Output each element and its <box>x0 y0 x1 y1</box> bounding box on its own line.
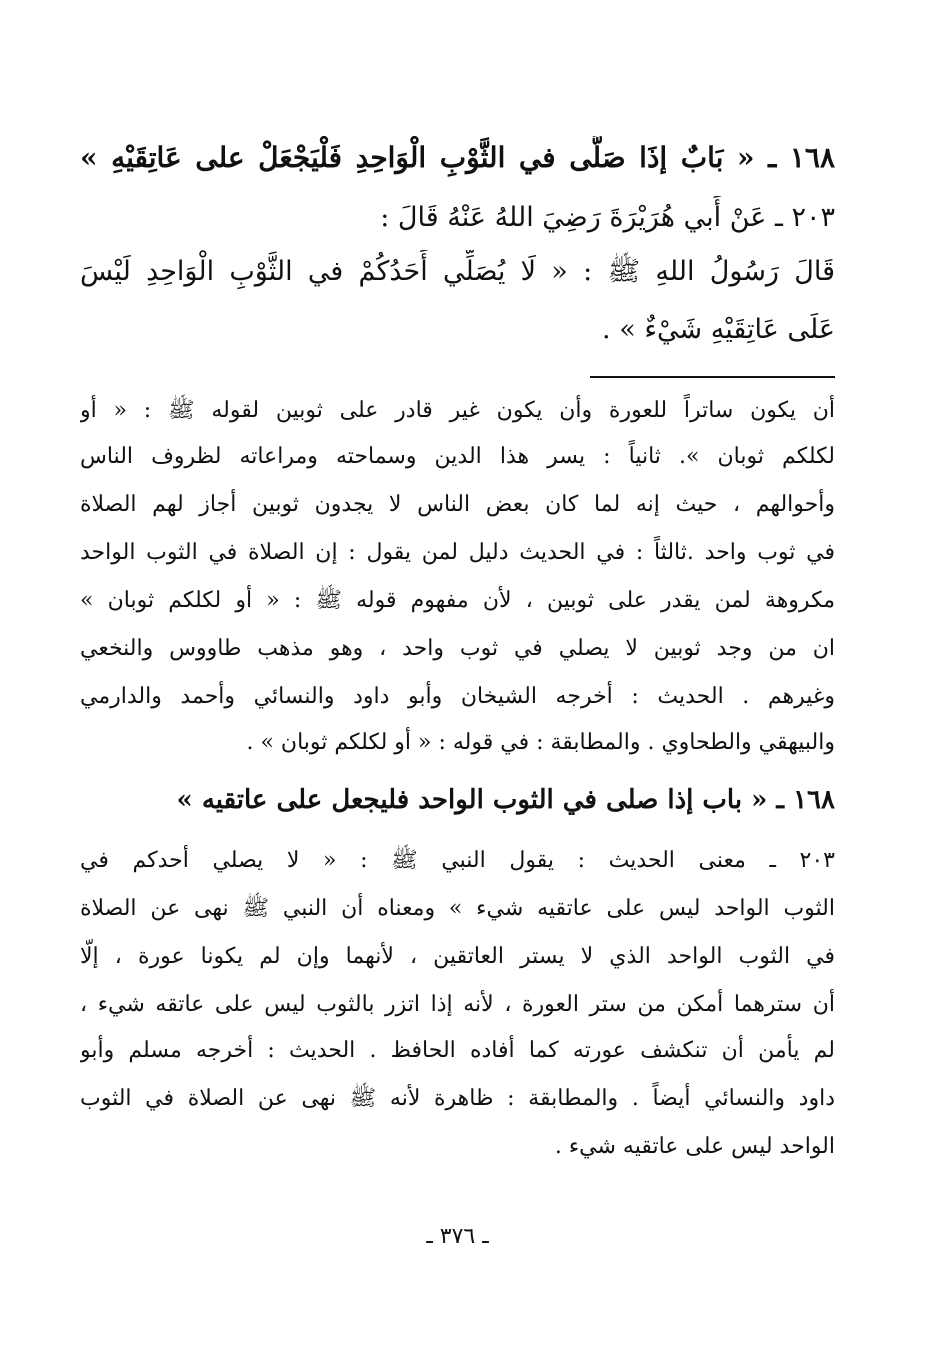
commentary-line: في الثوب الواحد الذي لا يستر العاتقين ، لأنهما وإن لم يكونا عورة ، إلّا <box>80 944 835 969</box>
commentary-line: وأحوالهم ، حيث إنه لما كان بعض الناس لا يجدون ثوبين أجاز لهم الصلاة <box>80 492 835 517</box>
commentary-line: مكروهة لمن يقدر على ثوبين ، لأن مفهوم قوله ﷺ : « أو لكلكم ثوبان » <box>80 588 835 613</box>
commentary-line: ان من وجد ثوبين لا يصلي في ثوب واحد ، وهو مذهب طاووس والنخعي <box>80 636 835 661</box>
commentary-line: أن يكون ساتراً للعورة وأن يكون غير قادر على ثوبين لقوله ﷺ : « أو <box>80 398 835 423</box>
book-page <box>80 0 835 1365</box>
commentary-line: أن سترهما أمكن من ستر العورة ، لأنه إذا اتزر بالثوب ليس على عاتقه شيء ، <box>80 992 835 1017</box>
page-number: ـ ٣٧٦ ـ <box>426 1224 489 1249</box>
commentary-line: في ثوب واحد .ثالثاً : في الحديث دليل لمن يقول : إن الصلاة في الثوب الواحد <box>80 540 835 565</box>
chapter-heading: ١٦٨ ـ « بَابٌ إذَا صَلَّى في الثَّوْبِ الْوَاحِدِ فَلْيَجْعَلْ على عَاتِقَيْهِ » <box>80 141 835 174</box>
hadith-text-line: قَالَ رَسُولُ اللهِ ﷺ : « لَا يُصَلِّي أَحَدُكُمْ في الثَّوْبِ الْوَاحِدِ لَيْسَ <box>80 256 835 287</box>
hadith-narrator-line: ٢٠٣ ـ عَنْ أَبي هُرَيْرَةَ رَضِيَ اللهُ عَنْهُ قَالَ : <box>380 202 835 233</box>
commentary-line: الواحد ليس على عاتقيه شيء . <box>554 1134 835 1159</box>
commentary-line: والبيهقي والطحاوي . والمطابقة : في قوله : « أو لكلكم ثوبان » . <box>246 730 835 755</box>
footnote-separator <box>590 376 835 378</box>
commentary-line: داود والنسائي أيضاً . والمطابقة : ظاهرة لأنه ﷺ نهى عن الصلاة في الثوب <box>80 1086 835 1111</box>
commentary-chapter-heading: ١٦٨ ـ « باب إذا صلى في الثوب الواحد فليجعل على عاتقيه » <box>176 785 835 815</box>
commentary-line: وغيرهم . الحديث : أخرجه الشيخان وأبو داود والنسائي وأحمد والدارمي <box>80 684 835 709</box>
commentary-line: الثوب الواحد ليس على عاتقيه شيء » ومعناه أن النبي ﷺ نهى عن الصلاة <box>80 896 835 921</box>
commentary-line: لكلكم ثوبان ». ثانياً : يسر هذا الدين وسماحته ومراعاته لظروف الناس <box>80 444 835 469</box>
commentary-line: لم يأمن أن تنكشف عورته كما أفاده الحافظ . الحديث : أخرجه مسلم وأبو <box>80 1038 835 1063</box>
hadith-text-line: عَلَى عَاتِقَيْهِ شَيْءٌ » . <box>602 314 835 345</box>
commentary-line: ٢٠٣ ـ معنى الحديث : يقول النبي ﷺ : « لا يصلي أحدكم في <box>80 848 835 873</box>
